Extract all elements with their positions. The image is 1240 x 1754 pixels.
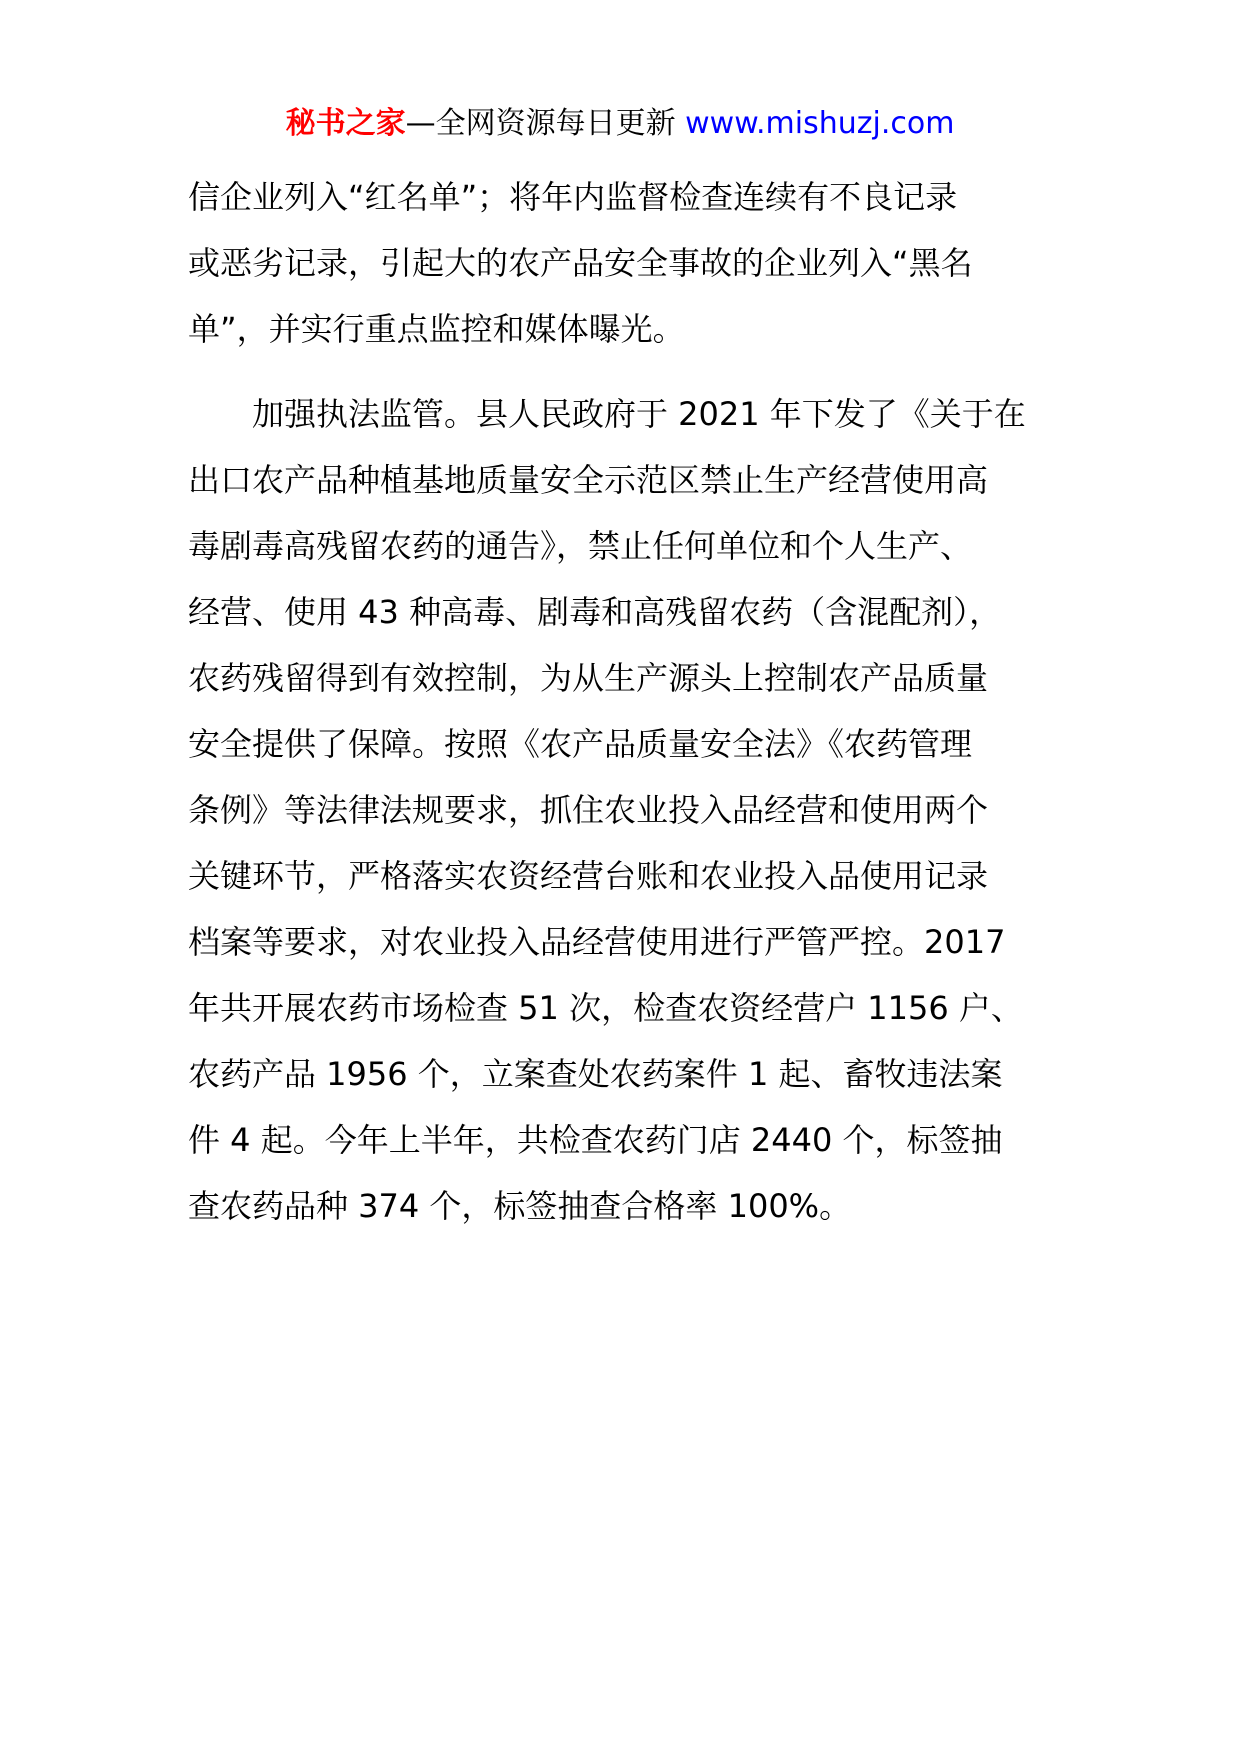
paragraph-enforcement <box>188 381 1068 1239</box>
paragraph-continued <box>188 164 1068 362</box>
text-line: 年共开展农药市场检查 51 次，检查农资经营户 1156 户、 <box>188 989 1023 1027</box>
page-header <box>0 104 1240 144</box>
text-line: 或恶劣记录，引起大的农产品安全事故的企业列入“黑名 <box>188 244 973 282</box>
text-line: 农药产品 1956 个，立案查处农药案件 1 起、畜牧违法案 <box>188 1055 1003 1093</box>
text-line: 安全提供了保障。按照《农产品质量安全法》《农药管理 <box>188 725 973 763</box>
text-line: 关键环节，严格落实农资经营台账和农业投入品使用记录 <box>188 857 989 895</box>
website-link[interactable]: www.mishuzj.com <box>685 106 955 141</box>
text-line: 经营、使用 43 种高毒、剧毒和高残留农药（含混配剂）， <box>188 593 1002 631</box>
text-line: 毒剧毒高残留农药的通告》，禁止任何单位和个人生产、 <box>188 527 973 565</box>
header-slogan: —全网资源每日更新 <box>405 106 686 141</box>
brand-name: 秘书之家 <box>285 106 406 141</box>
text-line: 出口农产品种植基地质量安全示范区禁止生产经营使用高 <box>188 461 989 499</box>
text-line: 信企业列入“红名单”；将年内监督检查连续有不良记录 <box>188 178 958 216</box>
text-line: 件 4 起。今年上半年，共检查农药门店 2440 个，标签抽 <box>188 1121 1003 1159</box>
text-line: 条例》等法律法规要求，抓住农业投入品经营和使用两个 <box>188 791 989 829</box>
text-line: 农药残留得到有效控制，为从生产源头上控制农产品质量 <box>188 659 989 697</box>
text-line: 档案等要求，对农业投入品经营使用进行严管严控。2017 <box>188 923 1006 961</box>
text-line: 单”，并实行重点监控和媒体曝光。 <box>188 310 685 348</box>
text-line: 查农药品种 374 个，标签抽查合格率 100%。 <box>188 1187 852 1225</box>
document-body <box>188 164 1068 1239</box>
text-line: 加强执法监管。县人民政府于 2021 年下发了《关于在 <box>252 395 1026 433</box>
